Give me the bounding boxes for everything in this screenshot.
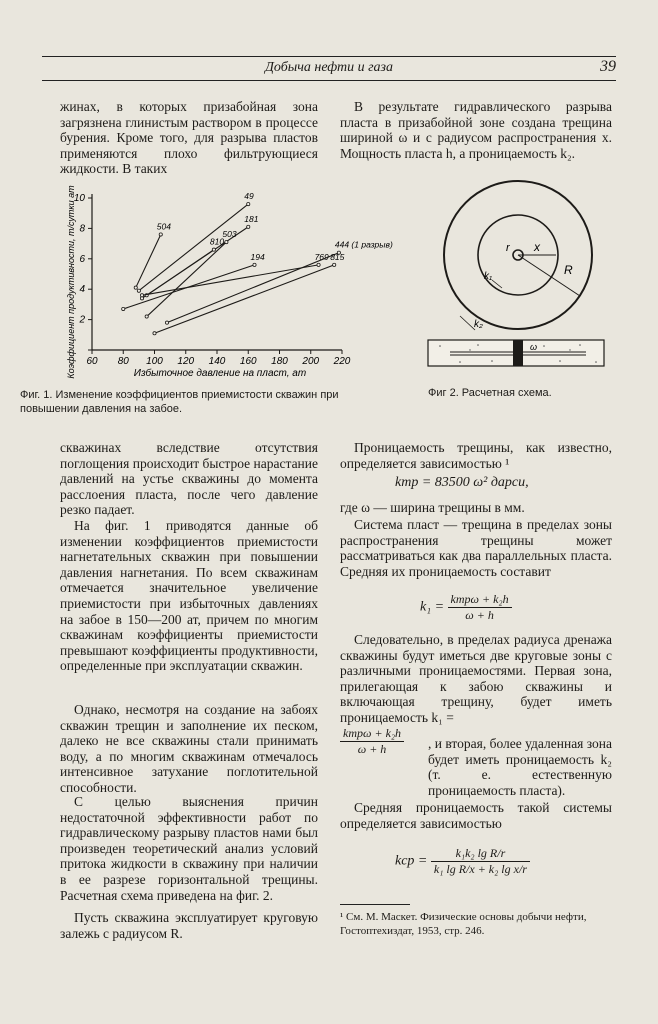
series-point [333,263,336,266]
right-paragraph-5: Средняя проницаемость такой системы определяется зависимостью [340,800,612,831]
series-point [225,240,228,243]
formula-3-denominator: k₁ lg R/x + k₂ lg x/r [433,862,527,876]
x-tick-label: 60 [86,356,98,367]
k2-leader [460,316,475,330]
right-paragraph-2: где ω — ширина трещины в мм. [340,500,525,515]
formula-3-fraction [431,846,530,877]
right-paragraph-4b: , и вторая, более удаленная зона будет иметь проницаемость k₂ (т. е. естественную проницаемость пласта). [428,736,612,798]
figure-2-scheme [420,180,620,390]
label-k1: k₁ [484,271,493,282]
figure-2-caption: Фиг 2. Расчетная схема. [428,387,552,399]
right-paragraph-top: В результате гидравлического разрыва пласта в призабойной зоне создана трещина шириной ω и с радиусом распространения x. Мощность пласта h, а проницаемость k₂. [340,99,612,161]
x-tick-label: 140 [208,356,226,367]
label-w: ω [530,342,538,352]
footnote-rule [340,904,410,905]
formula-2-denominator: ω + h [465,608,494,622]
y-tick-label: 2 [79,314,85,326]
series-label: 503 [222,229,237,240]
formula-3-lhs: kср = [395,853,428,869]
chart-x-label: Избыточное давление на пласт, ат [133,368,307,379]
running-head: Добыча нефти и газа [264,60,394,75]
figure-1-caption: Фиг. 1. Изменение коэффициентов приемистости скважин при повышении давления на забое. [20,389,339,415]
formula-3-numerator: k₁k₂ lg R/r [431,846,530,862]
right-paragraph-3: Система пласт — трещина в пределах зоны распространения трещины может рассматриваться как два параллельных пласта. Средняя их проницаемость составит [340,517,612,579]
series-label: 49 [244,191,254,202]
series-line-444 [167,253,339,323]
series-point [165,321,168,324]
series-point [134,286,137,289]
well-bore [513,340,523,366]
y-tick-label: 6 [79,253,85,265]
series-label: 194 [250,251,265,262]
series-point [212,248,215,251]
chart-y-label: Коэффициент продуктивности, т/сутки ат [66,185,76,379]
series-point [159,233,162,236]
formula-3 [395,846,530,877]
left-paragraph-top: жинах, в которых призабойная зона загрязнена глинистым раствором в процессе бурения. Кроме того, для разрыва пластов применяются плохо фильтрующиеся жидкости. В таких [60,99,318,177]
y-tick-label: 4 [79,284,85,296]
x-tick-label: 80 [117,356,129,367]
series-line-504 [136,234,161,287]
y-tick-label: 8 [79,223,85,235]
formula-2-numerator: kтрω + k₂h [448,592,512,608]
footnote: ¹ См. М. Маскет. Физические основы добычи нефти, Гостоптехиздат, 1953, стр. 246. [340,911,587,937]
label-r: r [506,242,510,254]
x-tick-label: 180 [271,356,288,367]
series-label: 444 (1 разрыв) [334,239,393,250]
inline-fraction [340,726,404,757]
left-paragraph-1: скважинах вследствие отсутствия поглощения происходит быстрое нарастание давлений на устье скважины до момента расслоения пласта, после чего давление резко падает. [60,440,318,518]
x-tick-label: 160 [239,356,257,367]
series-point [153,332,156,335]
series-point [317,263,320,266]
series-label: 815 [330,251,345,262]
series-point [122,307,125,310]
left-paragraph-3: Однако, несмотря на создание на забоях скважин трещин и заполнение их песком, далеко не все скважины стали принимать воду, а по многим скважинам отмечалось интенсивное затухание поглотительной способности. [60,702,318,795]
x-tick-label: 220 [333,356,351,367]
header-rule-bottom [42,80,616,81]
series-label: 181 [244,213,259,224]
x-tick-label: 200 [302,356,320,367]
x-tick-label: 100 [146,356,163,367]
series-label: 810 [209,236,225,247]
right-paragraph-1: Проницаемость трещины, как известно, определяется зависимостью ¹ [340,440,612,471]
chart-axes [88,194,345,354]
formula-1: kтр = 83500 ω² дарси, [395,475,529,490]
left-paragraph-2: На фиг. 1 приводятся данные об изменении коэффициентов приемистости нагнетательных скважин при повышении давления нагнетания. По всем скважинам отмечается значительное увеличение приемистости при избыточных давлениях на забое в 150—200 ат, причем по многим скважинам коэффициенты приемистости превышают коэффициенты продуктивности, определенные при эксплуатации скважин. [60,518,318,674]
header-rule-top [42,56,616,57]
y-tick-label: 10 [73,193,85,204]
label-k2: k₂ [474,319,483,330]
series-point [140,294,143,297]
series-line-815 [155,265,335,333]
chart-series-group [122,191,393,335]
x-tick-label: 120 [177,356,195,367]
formula-2 [420,592,512,623]
left-paragraph-5: Пусть скважина эксплуатирует круговую залежь с радиусом R. [60,910,318,941]
label-R: R [564,263,573,277]
series-point [247,225,250,228]
series-point [137,289,140,292]
inline-fraction-body [340,726,404,757]
page-number: 39 [600,58,616,75]
series-point [247,202,250,205]
series-label: 769 [314,251,329,262]
series-label: 504 [156,221,171,232]
left-paragraph-4: С целью выяснения причин недостаточной эффективности работ по гидравлическому разрыву пластов нами был произведен теоретический анализ условий притока жидкости в скважину при наличии в ее разрезе горизонтальной трещины. Расчетная схема приведена на фиг. 2. [60,794,318,903]
inline-fraction-numerator: kтрω + k₂h [340,726,404,742]
chart-tick-labels [74,193,351,367]
inline-fraction-denominator: ω + h [357,742,387,756]
series-point [145,315,148,318]
label-x: x [534,240,540,254]
formula-2-lhs: k₁ = [420,599,445,615]
figure-1-chart [60,185,393,380]
formula-2-fraction [448,592,512,623]
right-paragraph-4a: Следовательно, в пределах радиуса дренажа скважины будут иметься две круговые зоны с различными проницаемостями. Первая зона, прилегающая к забою скважины и включающая трещину, будет иметь проницаемость k₁ = [340,632,612,725]
series-point [253,263,256,266]
